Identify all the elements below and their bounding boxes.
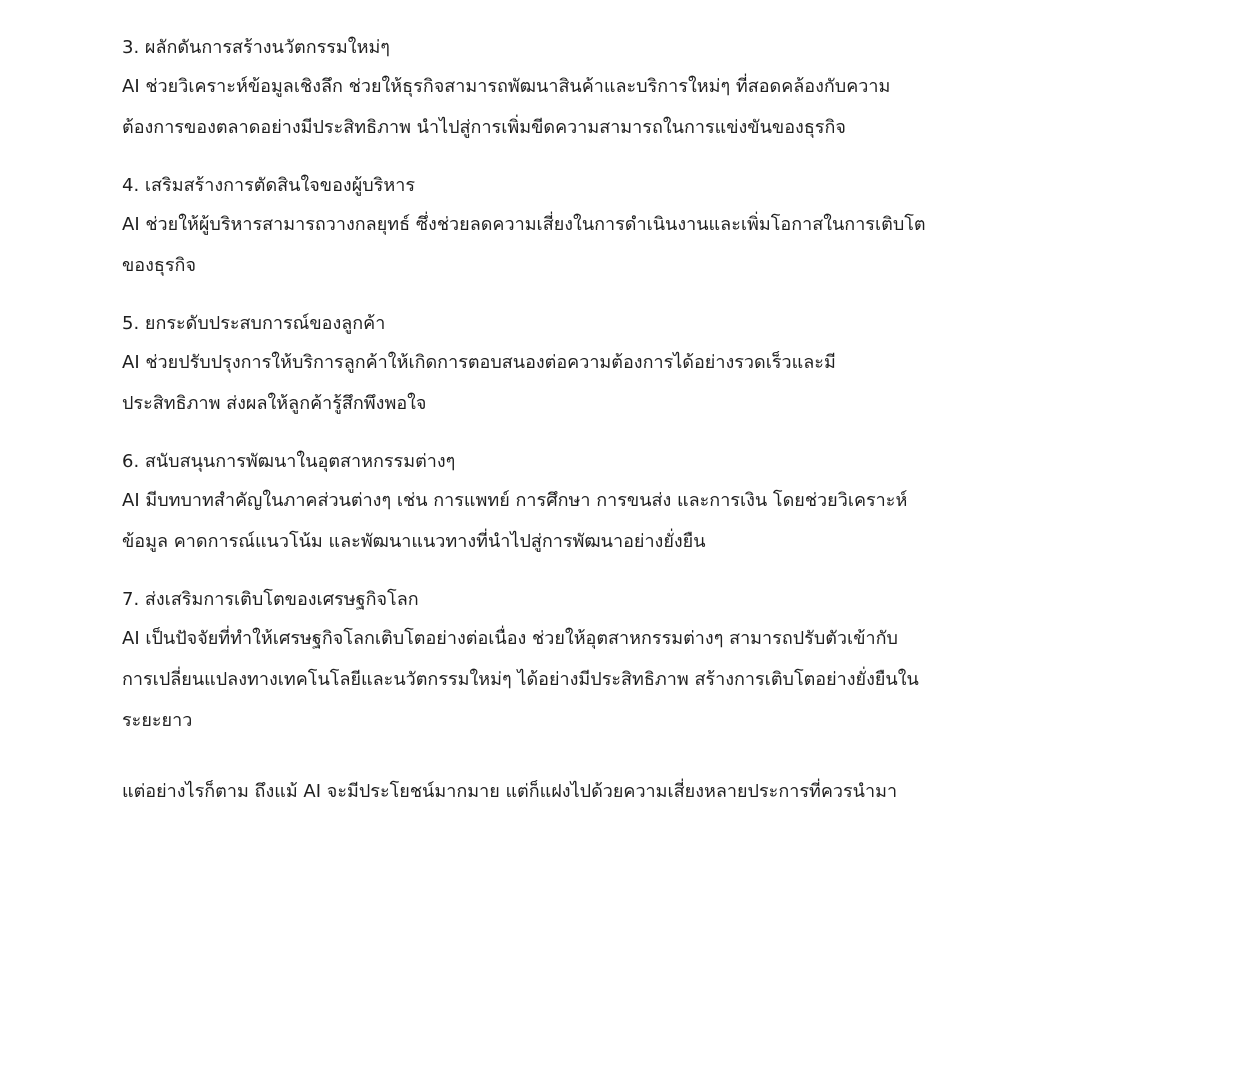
- section-body-line: AI ช่วยปรับปรุงการให้บริการลูกค้าให้เกิดการตอบสนองต่อความต้องการได้อย่างรวดเร็วและมี: [122, 352, 836, 373]
- section-body-line: การเปลี่ยนแปลงทางเทคโนโลยีและนวัตกรรมใหม่ๆ ได้อย่างมีประสิทธิภาพ สร้างการเติบโตอย่างยั่งยืนใน: [122, 669, 919, 690]
- article-body: [122, 30, 1212, 812]
- section-body-line: ต้องการของตลาดอย่างมีประสิทธิภาพ นำไปสู่การเพิ่มขีดความสามารถในการแข่งขันของธุรกิจ: [122, 117, 846, 138]
- section-heading: 4. เสริมสร้างการตัดสินใจของผู้บริหาร: [122, 175, 415, 196]
- section-body-line: AI ช่วยวิเคราะห์ข้อมูลเชิงลึก ช่วยให้ธุรกิจสามารถพัฒนาสินค้าและบริการใหม่ๆ ที่สอดคล้องกับความ: [122, 76, 891, 97]
- section-body-line: AI ช่วยให้ผู้บริหารสามารถวางกลยุทธ์ ซึ่งช่วยลดความเสี่ยงในการดำเนินงานและเพิ่มโอกาสในการเติบโต: [122, 214, 926, 235]
- section-body-line: ข้อมูล คาดการณ์แนวโน้ม และพัฒนาแนวทางที่นำไปสู่การพัฒนาอย่างยั่งยืน: [122, 531, 706, 552]
- section-body-line: AI เป็นปัจจัยที่ทำให้เศรษฐกิจโลกเติบโตอย่างต่อเนื่อง ช่วยให้อุตสาหกรรมต่างๆ สามารถปรับตัวเข้ากับ: [122, 628, 898, 649]
- section-heading: 5. ยกระดับประสบการณ์ของลูกค้า: [122, 313, 386, 334]
- section-industry-development: [122, 444, 1212, 562]
- section-global-economy: [122, 582, 1212, 741]
- section-body-line: AI มีบทบาทสำคัญในภาคส่วนต่างๆ เช่น การแพทย์ การศึกษา การขนส่ง และการเงิน โดยช่วยวิเคราะห์: [122, 490, 908, 511]
- section-heading: 7. ส่งเสริมการเติบโตของเศรษฐกิจโลก: [122, 589, 419, 610]
- section-body-line: ระยะยาว: [122, 710, 193, 731]
- section-customer-experience: [122, 306, 1212, 424]
- section-heading: 3. ผลักดันการสร้างนวัตกรรมใหม่ๆ: [122, 37, 390, 58]
- section-executive-decisions: [122, 168, 1212, 286]
- closing-paragraph: แต่อย่างไรก็ตาม ถึงแม้ AI จะมีประโยชน์มากมาย แต่ก็แฝงไปด้วยความเสี่ยงหลายประการที่ควรนำมา: [122, 781, 898, 802]
- section-body-line: ของธุรกิจ: [122, 255, 197, 276]
- section-heading: 6. สนับสนุนการพัฒนาในอุตสาหกรรมต่างๆ: [122, 451, 456, 472]
- section-innovation: [122, 30, 1212, 148]
- section-body-line: ประสิทธิภาพ ส่งผลให้ลูกค้ารู้สึกพึงพอใจ: [122, 393, 427, 414]
